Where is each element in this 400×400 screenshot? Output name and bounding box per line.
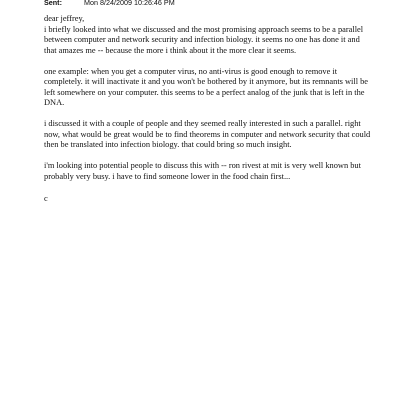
salutation: dear jeffrey, <box>44 14 85 23</box>
sent-timestamp: Mon 8/24/2009 10:26:46 PM <box>84 0 175 7</box>
paragraph-2: one example: when you get a computer virus, no anti-virus is good enough to remove it completely. it will inactivate it and you won't be bothered by it anymore, but its remnants will be left somewhere on your computer. this seems to be a perfect analog of the junk that is left in the DNA. <box>44 66 369 107</box>
signature: c <box>44 194 48 203</box>
paragraph-4: i'm looking into potential people to discuss this with -- ron rivest at mit is very well known but probably very busy. i have to find someone lower in the food chain first... <box>44 161 361 181</box>
sent-header <box>44 0 175 8</box>
paragraph-1: i briefly looked into what we discussed and the most promising approach seems to be a parallel between computer and network security and infection biology. it seems no one has done it and that amazes me -- because the more i think about it the more clear it seems. <box>44 24 364 55</box>
email-body <box>44 14 374 215</box>
paragraph-3: i discussed it with a couple of people and they seemed really interested in such a parallel. right now, what would be great would be to find theorems in computer and network security that could then be translated into infection biology. that could bring so much insight. <box>44 119 371 149</box>
sent-label: Sent: <box>44 0 62 7</box>
